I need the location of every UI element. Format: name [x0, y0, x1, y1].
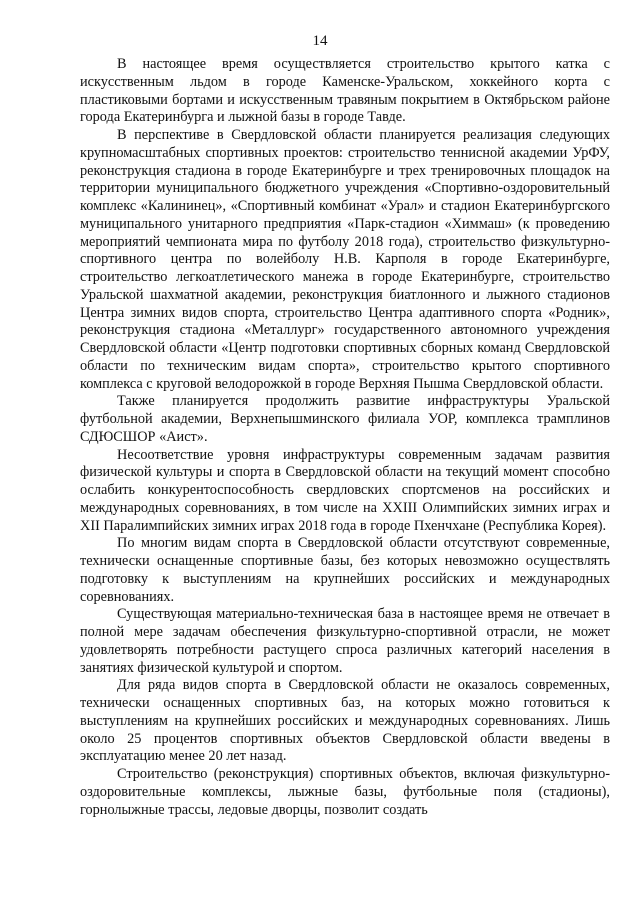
paragraph-missing-bases: По многим видам спорта в Свердловской области отсутствуют современные, технически оснащенные спортивные базы, без которых невозможно осуществлять подготовку к выступлениям на крупнейших российских и международных соревнованиях.: [80, 535, 610, 605]
paragraph-construction-outlook: Строительство (реконструкция) спортивных объектов, включая физкультурно-оздоровительные комплексы, лыжные базы, футбольные поля (стадионы), горнолыжные трассы, ледовые дворцы, позволит создать: [80, 766, 610, 818]
page-number: 14: [312, 33, 328, 49]
document-body: [80, 56, 610, 819]
paragraph-material-base: Существующая материально-техническая база в настоящее время не отвечает в полной мере задачам обеспечения физкультурно-спортивной отрасли, не может удовлетворять потребности растущего спроса различных категорий населения в занятиях физической культурой и спортом.: [80, 606, 610, 676]
paragraph-construction-current: В настоящее время осуществляется строительство крытого катка с искусственным льдом в городе Каменске-Уральском, хоккейного корта с пластиковыми бортами и искусственным травяным покрытием в Октябрьском районе города Екатеринбурга и лыжной базы в городе Тавде.: [80, 56, 610, 126]
paragraph-facility-age: Для ряда видов спорта в Свердловской области не оказалось современных, технически оснащенных спортивных баз, на которых можно готовиться к выступлениям на крупнейших российских и международных соревнованиях. Лишь около 25 процентов спортивных объектов Свердловской области введены в эксплуатацию менее 20 лет назад.: [80, 677, 610, 765]
paragraph-infrastructure-development: Также планируется продолжить развитие инфраструктуры Уральской футбольной академии, Верхнепышминского филиала УОР, комплекса трамплинов СДЮСШОР «Аист».: [80, 393, 610, 445]
paragraph-infrastructure-mismatch: Несоответствие уровня инфраструктуры современным задачам развития физической культуры и спорта в Свердловской области на текущий момент способно ослабить конкурентоспособность свердловских спортсменов на российских и международных соревнованиях, в том числе на XXIII Олимпийских зимних играх и XII Паралимпийских зимних играх 2018 года в городе Пхенчхане (Республика Корея).: [80, 446, 610, 534]
paragraph-planned-projects: В перспективе в Свердловской области планируется реализация следующих крупномасштабных спортивных проектов: строительство теннисной академии УрФУ, реконструкция стадиона в городе Екатеринбурге и трех тренировочных площадок на территории муниципального бюджетного учреждения «Спортивно-оздоровительный комплекс «Калининец», «Спортивный комбинат «Урал» и стадион Екатеринбургского муниципального унитарного предприятия «Парк-стадион «Химмаш» (к проведению мероприятий чемпионата мира по футболу 2018 года), строительство физкультурно-спортивного центра по волейболу Н.В. Карполя в городе Екатеринбурге, строительство легкоатлетического манежа в городе Екатеринбурге, строительство Уральской шахматной академии, реконструкция биатлонного и лыжного стадионов Центра зимних видов спорта, строительство Центра адаптивного спорта «Родник», реконструкция стадиона «Металлург» государственного автономного учреждения Свердловской области «Центр подготовки спортивных сборных команд Свердловской области по техническим видам спорта», строительство крытого спортивного комплекса с круговой велодорожкой в городе Верхняя Пышма Свердловской области.: [80, 127, 610, 392]
